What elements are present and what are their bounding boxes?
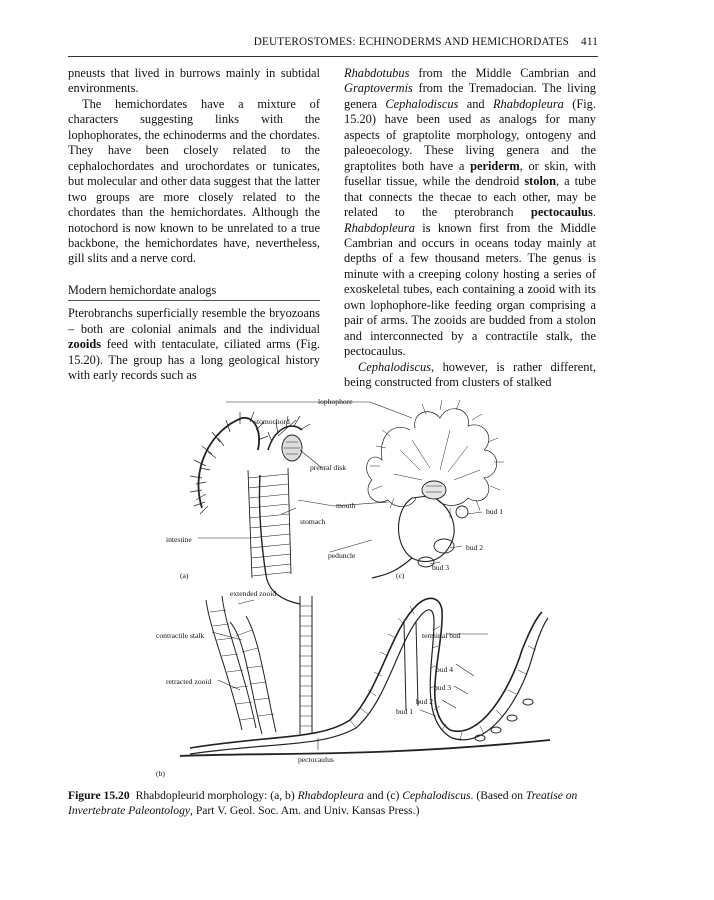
label-bud4-b: bud 4 bbox=[436, 665, 454, 674]
label-bud1-b: bud 1 bbox=[396, 707, 414, 716]
label-bud1-c: bud 1 bbox=[486, 507, 504, 516]
label-bud3-b: bud 3 bbox=[434, 683, 452, 692]
zooid-drawing-a bbox=[190, 412, 310, 604]
page-number: 411 bbox=[581, 36, 598, 48]
label-terminal-bud: terminal bud bbox=[422, 631, 461, 640]
label-bud2-c: bud 2 bbox=[466, 543, 484, 552]
leader-lines bbox=[198, 402, 488, 750]
zooid-drawing-c bbox=[367, 400, 504, 578]
label-stomochord: stomochord bbox=[254, 417, 290, 426]
figure-caption: Figure 15.20 Rhabdopleurid morphology: (a, b) Rhabdopleura and (c) Cephalodiscus. (Based on Treatise on Invertebrate Paleontology, Part V. Geol. Soc. Am. and Univ. Kansas Press.) bbox=[68, 789, 578, 817]
paragraph: Cephalodiscus, however, is rather different, being constructed from clusters of stalked bbox=[344, 359, 596, 390]
label-intestine: intestine bbox=[166, 535, 192, 544]
colony-drawing-b bbox=[180, 596, 550, 756]
label-panel-c: (c) bbox=[396, 571, 405, 580]
label-retracted-zooid: retracted zooid bbox=[166, 677, 212, 686]
label-stomach: stomach bbox=[300, 517, 326, 526]
section-heading: Modern hemichordate analogs bbox=[68, 283, 320, 301]
running-title: DEUTEROSTOMES: ECHINODERMS AND HEMICHORDATES bbox=[253, 36, 570, 48]
paragraph: The hemichordates have a mixture of characters suggesting links with the lophophorates, the echinoderms and the chordates. They have been closely related to the cephalochordates and urochordates or tunicates, but molecular and other data suggest that the latter two groups are more closely related to the chordates than the hemichordates. Although the notochord is now known to be unrelated to a true backbone, the hemichordates have, nevertheless, gill slits and a nerve cord. bbox=[68, 96, 320, 266]
label-pectocaulus: pectocaulus bbox=[298, 755, 334, 764]
figure-rhabdopleurid bbox=[150, 390, 570, 785]
label-panel-a: (a) bbox=[180, 571, 189, 580]
label-preoral-disk: preoral disk bbox=[310, 463, 347, 472]
label-lophophore: lophophore bbox=[318, 397, 353, 406]
label-mouth: mouth bbox=[336, 501, 356, 510]
right-column bbox=[344, 66, 596, 391]
label-peduncle: peduncle bbox=[328, 551, 356, 560]
figure-labels bbox=[156, 397, 503, 778]
label-contractile-stalk: contractile stalk bbox=[156, 631, 205, 640]
paragraph: pneusts that lived in burrows mainly in subtidal environments. bbox=[68, 66, 320, 96]
label-extended-zooid: extended zooid bbox=[230, 589, 277, 598]
label-bud3-c: bud 3 bbox=[432, 563, 450, 572]
figure-number: Figure 15.20 bbox=[68, 789, 130, 802]
label-panel-b: (b) bbox=[156, 769, 165, 778]
header-rule bbox=[68, 56, 598, 57]
left-column bbox=[68, 66, 320, 384]
label-bud2-b: bud 2 bbox=[416, 697, 434, 706]
paragraph: Rhabdotubus from the Middle Cambrian and Graptovermis from the Tremadocian. The living genera Cephalodiscus and Rhabdopleura (Fig. 15.20) have been used as analogs for many aspects of graptolite morphology, ontogeny and paleoecology. These living genera and the graptolites both have a periderm, or skin, with fusellar tissue, while the dendroid stolon, a tube that connects the thecae to each other, may be related to the pterobranch pectocaulus. Rhabdopleura is known first from the Middle Cambrian and occurs in oceans today mainly at depths of a few thousand meters. The genus is minute with a creeping colony hosting a series of exoskeletal tubes, each containing a zooid with its own lophophore-like feeding organ comprising a pair of arms. The zooids are budded from a stolon and interconnected by a contractile stalk, the pectocaulus. bbox=[344, 66, 596, 359]
running-header bbox=[68, 36, 598, 48]
paragraph: Pterobranchs superficially resemble the bryozoans – both are colonial animals and the individual zooids feed with tentaculate, ciliated arms (Fig. 15.20). The group has a long geological history with early records such as bbox=[68, 306, 320, 383]
